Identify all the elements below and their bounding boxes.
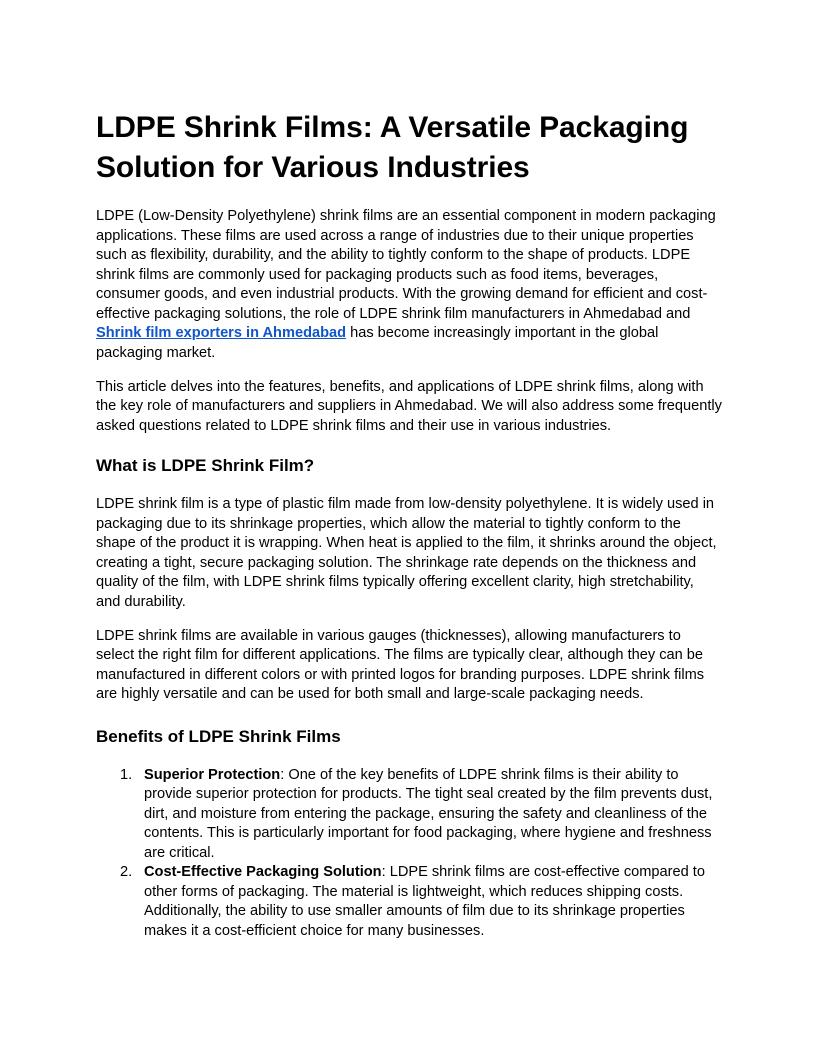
- list-item: [96, 863, 722, 941]
- list-item-title: Cost-Effective Packaging Solution: [144, 864, 382, 880]
- intro-text-after-link: has become increasingly important in the global packaging market.: [96, 325, 659, 361]
- intro-paragraph-2: This article delves into the features, benefits, and applications of LDPE shrink films, along with the key role of manufacturers and suppliers in Ahmedabad. We will also address some frequently asked questions related to LDPE shrink films and their use in various industries.: [96, 378, 722, 434]
- section1-paragraph-2: LDPE shrink films are available in various gauges (thicknesses), allowing manufacturers to select the right film for different applications. The films are typically clear, although they can be manufactured in different colors or with printed logos for branding purposes. LDPE shrink films are highly versatile and can be used for both small and large-scale packaging needs.: [96, 627, 705, 702]
- document-page: [96, 108, 722, 941]
- section1-paragraph-1: LDPE shrink film is a type of plastic film made from low-density polyethylene. It is widely used in packaging due to its shrinkage properties, which allow the material to tightly conform to the shape of the product it is wrapping. When heat is applied to the film, it shrinks around the object, creating a tight, secure packaging solution. The shrinkage rate depends on the thickness and quality of the film, with LDPE shrink films typically offering excellent clarity, high stretchability, and durability.: [96, 496, 717, 610]
- page-title: LDPE Shrink Films: A Versatile Packaging Solution for Various Industries: [96, 111, 689, 184]
- list-item: [96, 766, 722, 864]
- list-item-number: 2.: [120, 864, 133, 880]
- list-item-number: 1.: [120, 766, 133, 783]
- intro-paragraph-1: [96, 207, 722, 363]
- list-item-text: : LDPE shrink films are cost-effective compared to other forms of packaging. The material is lightweight, which reduces shipping costs. Additionally, the ability to use smaller amounts of film due to its shrinkage properties makes it a cost-efficient choice for many businesses.: [144, 864, 705, 939]
- section-heading-benefits: Benefits of LDPE Shrink Films: [96, 726, 341, 746]
- list-item-title: Superior Protection: [144, 766, 281, 783]
- section-heading-what-is: What is LDPE Shrink Film?: [96, 456, 315, 475]
- list-item-text: : One of the key benefits of LDPE shrink films is their ability to provide superior protection for products. The tight seal created by the film prevents dust, dirt, and moisture from entering the package, ensuring the safety and cleanliness of the contents. This is particularly important for food packaging, where hygiene and freshness are critical.: [144, 766, 713, 861]
- intro-text-before-link: LDPE (Low-Density Polyethylene) shrink films are an essential component in modern packaging applications. These films are used across a range of industries due to their unique properties such as flexibility, durability, and the ability to tightly conform to the shape of products. LDPE shrink films are commonly used for packaging products such as food items, beverages, consumer goods, and even industrial products. With the growing demand for efficient and cost-effective packaging solutions, the role of LDPE shrink film manufacturers in Ahmedabad and: [96, 208, 716, 322]
- shrink-film-exporters-link[interactable]: Shrink film exporters in Ahmedabad: [96, 325, 347, 341]
- benefits-list: [96, 766, 722, 942]
